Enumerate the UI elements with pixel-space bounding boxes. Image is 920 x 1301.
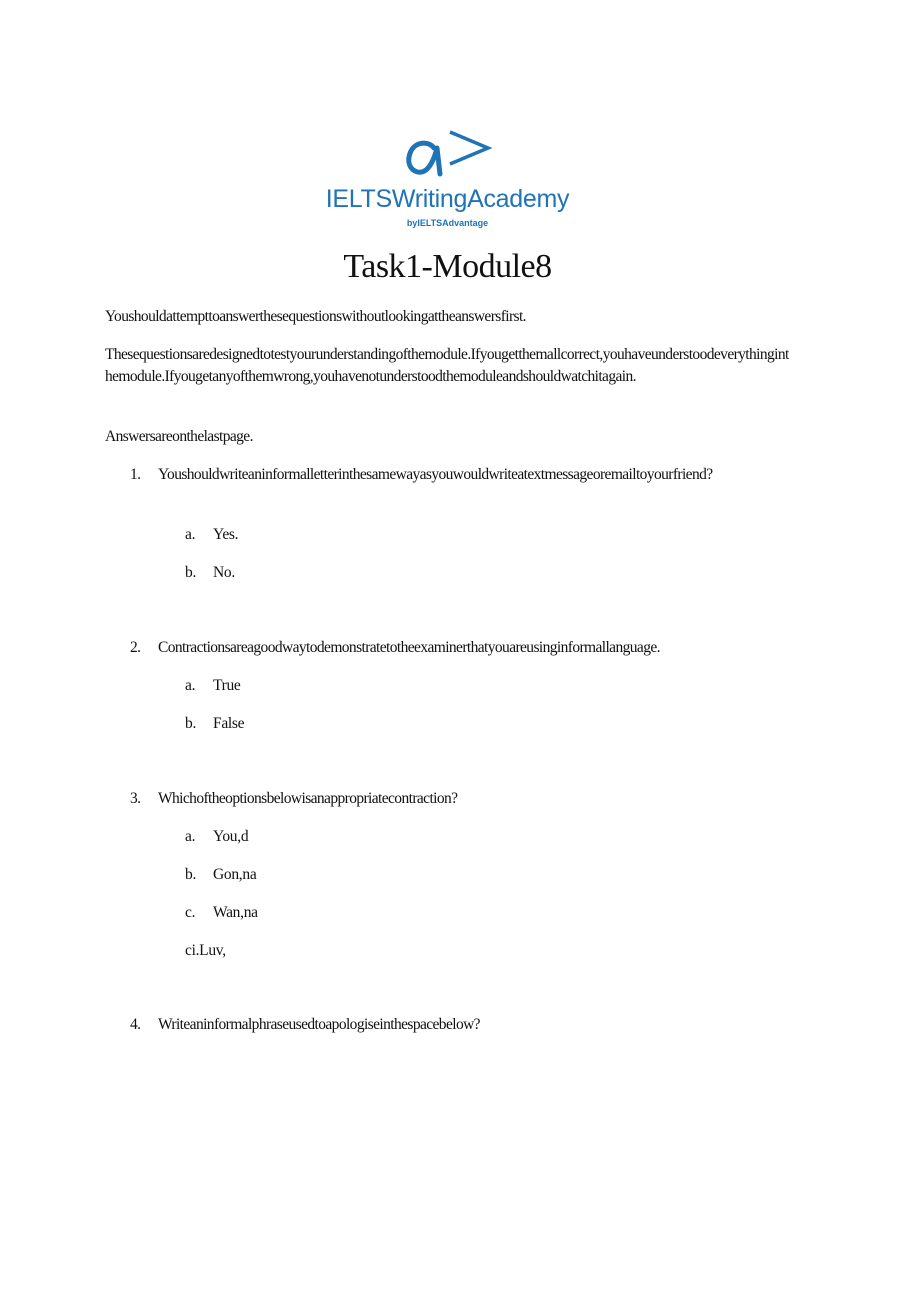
option-text: Wan,na	[213, 904, 258, 921]
option-text: False	[213, 715, 245, 732]
option-letter: c.	[185, 904, 196, 921]
question-2-option-a	[185, 675, 241, 697]
option-text: You,d	[213, 828, 249, 845]
question-text: Contractionsareagoodwaytodemonstratetotheexaminerthatyouareusinginformallanguage.	[158, 639, 660, 656]
question-text: Youshouldwriteaninformalletterinthesamewayasyouwouldwriteatextmessageoremailtoyourfriend?	[158, 466, 713, 483]
question-3-option-d	[185, 940, 226, 962]
question-number: 4.	[130, 1016, 141, 1033]
option-letter: a.	[185, 526, 196, 543]
option-letter: a.	[185, 828, 196, 845]
logo	[0, 122, 920, 232]
question-number: 1.	[130, 466, 141, 483]
option-letter: b.	[185, 866, 197, 883]
question-number: 2.	[130, 639, 141, 656]
option-text: ci.Luv,	[185, 942, 226, 959]
logo-tagline: byIELTSAdvantage	[406, 218, 489, 228]
question-1-option-b	[185, 562, 235, 584]
intro-paragraph: Youshouldattempttoanswerthesequestionswithoutlookingattheanswersfirst.	[105, 308, 526, 325]
alpha-arrow-logo-icon	[404, 126, 494, 178]
question-3-option-a	[185, 826, 248, 848]
question-2-option-b	[185, 713, 244, 735]
option-letter: a.	[185, 677, 196, 694]
option-text: No.	[213, 564, 235, 581]
option-letter: b.	[185, 715, 197, 732]
option-letter: b.	[185, 564, 197, 581]
question-number: 3.	[130, 790, 141, 807]
intro-paragraph: Answersareonthelastpage.	[105, 428, 253, 445]
question-text: Writeaninformalphraseusedtoapologiseinthespacebelow?	[158, 1016, 480, 1033]
option-text: Yes.	[213, 526, 239, 543]
logo-name: IELTSWritingAcademy	[325, 185, 570, 213]
page-title: Task1-Module8	[343, 248, 552, 285]
option-text: Gon,na	[213, 866, 257, 883]
question-3-option-b	[185, 864, 256, 886]
option-text: True	[213, 677, 241, 694]
intro-paragraph: Thesequestionsaredesignedtotestyourunderstandingofthemodule.Ifyougetthemallcorrect,youhaveunderstoodeverythinginthemodule.Ifyougetanyofthemwrong,youhavenotunderstoodthemoduleandshouldwatchitagain.	[105, 346, 789, 385]
question-3-option-c	[185, 902, 258, 924]
question-1-option-a	[185, 524, 238, 546]
question-text: Whichoftheoptionsbelowisanappropriatecontraction?	[158, 790, 458, 807]
